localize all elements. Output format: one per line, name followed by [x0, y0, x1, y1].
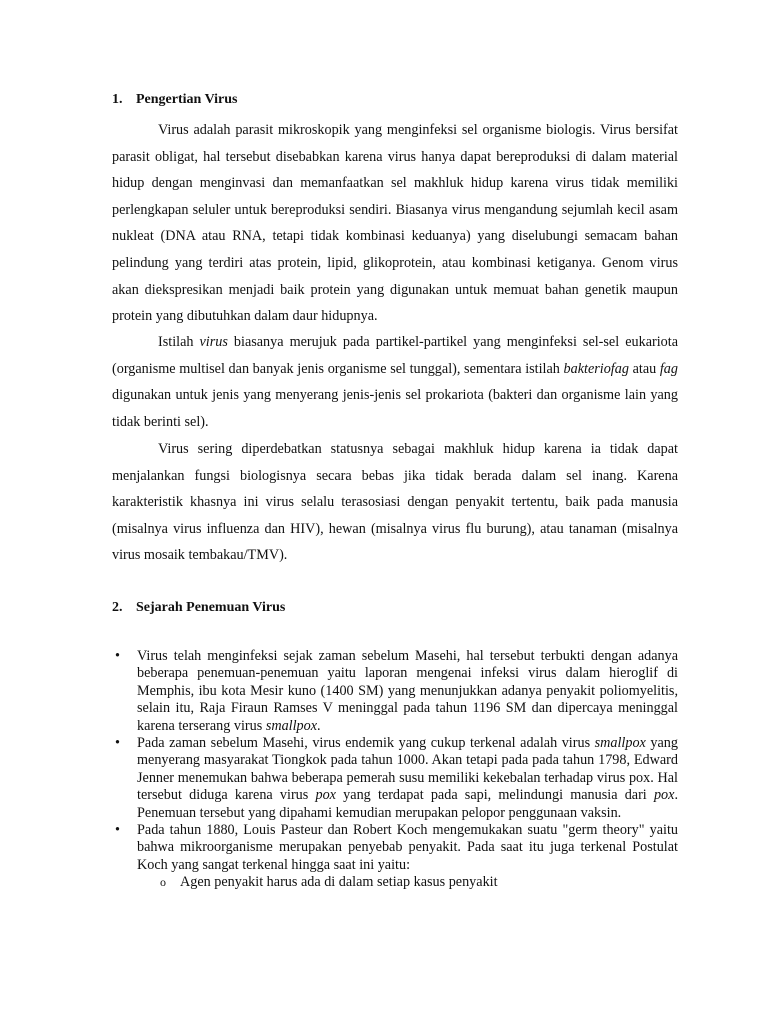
p2-italic-fag: fag: [659, 360, 678, 377]
bullet-icon: •: [115, 648, 120, 664]
bullet-icon: •: [115, 735, 120, 752]
section-2-number: 2.: [112, 600, 123, 615]
p2-text-2: biasanya merujuk pada partikel-partikel yang menginfeksi sel-sel eukariota (organisme multisel dan banyak jenis organisme sel tunggal), sementara istilah: [112, 334, 678, 377]
sub-list-item: [137, 874, 678, 891]
history-bullet-list: [112, 648, 678, 892]
koch-postulate-sublist: [137, 874, 678, 891]
section-1-heading: [112, 92, 238, 108]
section-2-title: Sejarah Penemuan Virus: [136, 600, 286, 615]
circle-bullet-icon: o: [160, 875, 166, 890]
list-item: [112, 822, 678, 892]
b2-text-3: yang terdapat pada sapi, melindungi manusia dari: [335, 787, 654, 804]
p2-text-3: atau: [628, 360, 660, 377]
b2-italic-pox-1: pox: [315, 787, 336, 804]
b1-italic-smallpox: smallpox: [265, 717, 318, 734]
b3-text-1: Pada tahun 1880, Louis Pasteur dan Robert Koch mengemukakan suatu "germ theory" yaitu bahwa mikroorganisme merupakan penyebab penyakit. Pada saat itu juga terkenal Postulat Koch yang sangat terkenal hingga saat ini yaitu:: [137, 822, 678, 873]
paragraph-3: Virus sering diperdebatkan statusnya sebagai makhluk hidup karena ia tidak dapat menjalankan fungsi biologisnya secara bebas jika tidak berada dalam sel inang. Karena karakteristik khasnya ini virus selalu terasosiasi dengan penyakit tertentu, baik pada manusia (misalnya virus influenza dan HIV), hewan (misalnya virus flu burung), atau tanaman (misalnya virus mosaik tembakau/TMV).: [112, 441, 678, 564]
p2-text-1: Istilah: [158, 334, 200, 350]
b2-italic-pox-2: pox: [653, 787, 675, 804]
b2-text-1: Pada zaman sebelum Masehi, virus endemik yang cukup terkenal adalah virus: [137, 735, 595, 752]
section-1-number: 1.: [112, 92, 123, 107]
p2-text-4: digunakan untuk jenis yang menyerang jenis-jenis sel prokariota (bakteri dan organisme lain yang tidak berinti sel).: [112, 387, 678, 430]
sub-item-text: Agen penyakit harus ada di dalam setiap kasus penyakit: [180, 874, 498, 891]
b1-text-2: .: [317, 717, 321, 734]
b1-text-1: Virus telah menginfeksi sejak zaman sebelum Masehi, hal tersebut terbukti dengan adanya beberapa penemuan-penemuan yaitu laporan mengenai infeksi virus dalam hieroglif di Memphis, ibu kota Mesir kuno (1400 SM) yang menunjukkan adanya penyakit poliomyelitis, selain itu, Raja Firaun Ramses V meninggal pada tahun 1196 SM dan dipercaya meninggal karena terserang virus: [137, 648, 678, 734]
paragraph-1: Virus adalah parasit mikroskopik yang menginfeksi sel organisme biologis. Virus bersifat parasit obligat, hal tersebut disebabkan karena virus hanya dapat bereproduksi di dalam material hidup dengan menginvasi dan memanfaatkan sel makhluk hidup karena virus tidak memiliki perlengkapan seluler untuk bereproduksi sendiri. Biasanya virus mengandung sejumlah kecil asam nukleat (DNA atau RNA, tetapi tidak kombinasi keduanya) yang diselubungi semacam bahan pelindung yang terdiri atas protein, lipid, glikoprotein, atau kombinasi ketiganya. Genom virus akan diekspresikan menjadi baik protein yang digunakan untuk memuat bahan genetik maupun protein yang dibutuhkan dalam daur hidupnya.: [112, 122, 678, 325]
p2-italic-bakteriofag: bakteriofag: [563, 360, 629, 377]
paragraph-2: [112, 329, 678, 435]
list-item: [112, 735, 678, 822]
list-item: [112, 648, 678, 735]
bullet-icon: •: [115, 822, 120, 839]
p2-italic-virus: virus: [199, 334, 228, 350]
section-1-title: Pengertian Virus: [136, 92, 238, 107]
b2-italic-smallpox: smallpox: [594, 735, 646, 752]
b2-text-2: yang menyerang masyarakat Tiongkok pada tahun 1000. Akan tetapi pada pada tahun 1798, Edward Jenner menemukan bahwa beberapa pemerah susu memiliki kekebalan terhadap virus pox. Hal tersebut diduga karena virus: [137, 735, 678, 804]
section-2-heading: [112, 600, 285, 616]
b2-text-4: . Penemuan tersebut yang dipahami kemudian merupakan pelopor penggunaan vaksin.: [137, 787, 678, 821]
